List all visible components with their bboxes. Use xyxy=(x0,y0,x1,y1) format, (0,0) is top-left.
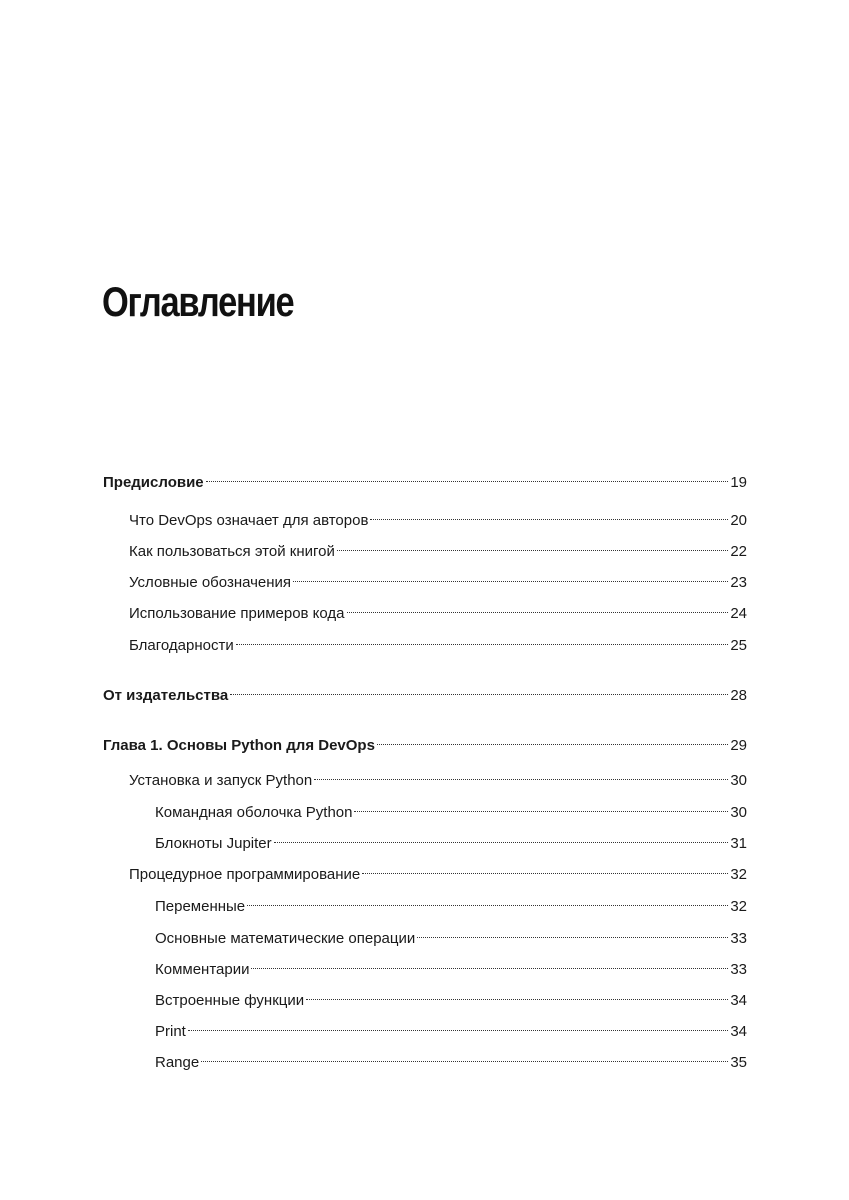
toc-entry[interactable] xyxy=(103,680,747,704)
dot-leader xyxy=(306,985,728,1005)
toc-entry[interactable] xyxy=(129,765,747,789)
toc-entry-page-number: 29 xyxy=(730,737,747,754)
toc-entry-page-number: 31 xyxy=(730,835,747,852)
toc-entry-label: Предисловие xyxy=(103,474,204,491)
toc-entry[interactable] xyxy=(129,859,747,883)
toc-entry-page-number: 32 xyxy=(730,866,747,883)
dot-leader xyxy=(201,1047,728,1067)
toc-entry-page-number: 32 xyxy=(730,898,747,915)
toc-entry[interactable] xyxy=(155,923,747,947)
dot-leader xyxy=(417,923,728,943)
dot-leader xyxy=(230,680,728,700)
toc-entry[interactable] xyxy=(155,1016,747,1040)
dot-leader xyxy=(362,859,728,879)
toc-entry[interactable] xyxy=(155,985,747,1009)
toc-entry[interactable] xyxy=(155,954,747,978)
toc-entry[interactable] xyxy=(129,536,747,560)
dot-leader xyxy=(251,954,728,974)
toc-entry-label: Командная оболочка Python xyxy=(155,804,353,821)
toc-entry-page-number: 28 xyxy=(730,687,747,704)
toc-entry-page-number: 24 xyxy=(730,605,747,622)
toc-entry[interactable] xyxy=(103,467,747,491)
dot-leader xyxy=(247,891,728,911)
toc-entry-label: Благодарности xyxy=(129,637,234,654)
toc-entry-label: Установка и запуск Python xyxy=(129,772,313,789)
toc-entry[interactable] xyxy=(129,505,747,529)
toc-entry[interactable] xyxy=(155,891,747,915)
toc-entry[interactable] xyxy=(155,797,747,821)
toc-entry[interactable] xyxy=(155,828,747,852)
toc-entry-label: Комментарии xyxy=(155,961,250,978)
toc-entry-page-number: 30 xyxy=(730,804,747,821)
dot-leader xyxy=(314,765,728,785)
toc-entry-page-number: 20 xyxy=(730,512,747,529)
toc-entry[interactable] xyxy=(103,730,747,754)
dot-leader xyxy=(274,828,729,848)
toc-entry-page-number: 19 xyxy=(730,474,747,491)
toc-entry-label: Range xyxy=(155,1054,200,1071)
toc-entry-label: Блокноты Jupiter xyxy=(155,835,272,852)
toc-entry[interactable] xyxy=(155,1047,747,1071)
toc-entry-label: Встроенные функции xyxy=(155,992,305,1009)
toc-entry-label: Использование примеров кода xyxy=(129,605,345,622)
toc-entry-page-number: 34 xyxy=(730,1023,747,1040)
toc-entry-page-number: 35 xyxy=(730,1054,747,1071)
toc-entry-page-number: 33 xyxy=(730,961,747,978)
toc-entry-label: Основные математические операции xyxy=(155,930,416,947)
toc-entry-label: Как пользоваться этой книгой xyxy=(129,543,335,560)
dot-leader xyxy=(293,567,728,587)
toc-entry[interactable] xyxy=(129,598,747,622)
toc-entry-page-number: 34 xyxy=(730,992,747,1009)
toc-entry-label: Print xyxy=(155,1023,186,1040)
dot-leader xyxy=(236,630,729,650)
toc-entry-page-number: 23 xyxy=(730,574,747,591)
dot-leader xyxy=(354,797,728,817)
toc-entry-label: Что DevOps означает для авторов xyxy=(129,512,369,529)
dot-leader xyxy=(206,467,729,487)
dot-leader xyxy=(188,1016,728,1036)
toc-entry-label: От издательства xyxy=(103,687,229,704)
page-title: Оглавление xyxy=(102,278,294,325)
toc-entry[interactable] xyxy=(129,630,747,654)
dot-leader xyxy=(347,598,729,618)
dot-leader xyxy=(337,536,728,556)
toc-entry-label: Процедурное программирование xyxy=(129,866,361,883)
table-of-contents xyxy=(103,0,747,1200)
dot-leader xyxy=(370,505,728,525)
toc-entry-label: Условные обозначения xyxy=(129,574,292,591)
toc-entry-page-number: 33 xyxy=(730,930,747,947)
toc-entry[interactable] xyxy=(129,567,747,591)
toc-entry-page-number: 22 xyxy=(730,543,747,560)
toc-entry-page-number: 30 xyxy=(730,772,747,789)
toc-entry-page-number: 25 xyxy=(730,637,747,654)
toc-entry-label: Переменные xyxy=(155,898,246,915)
toc-entry-label: Глава 1. Основы Python для DevOps xyxy=(103,737,375,754)
dot-leader xyxy=(377,730,728,750)
